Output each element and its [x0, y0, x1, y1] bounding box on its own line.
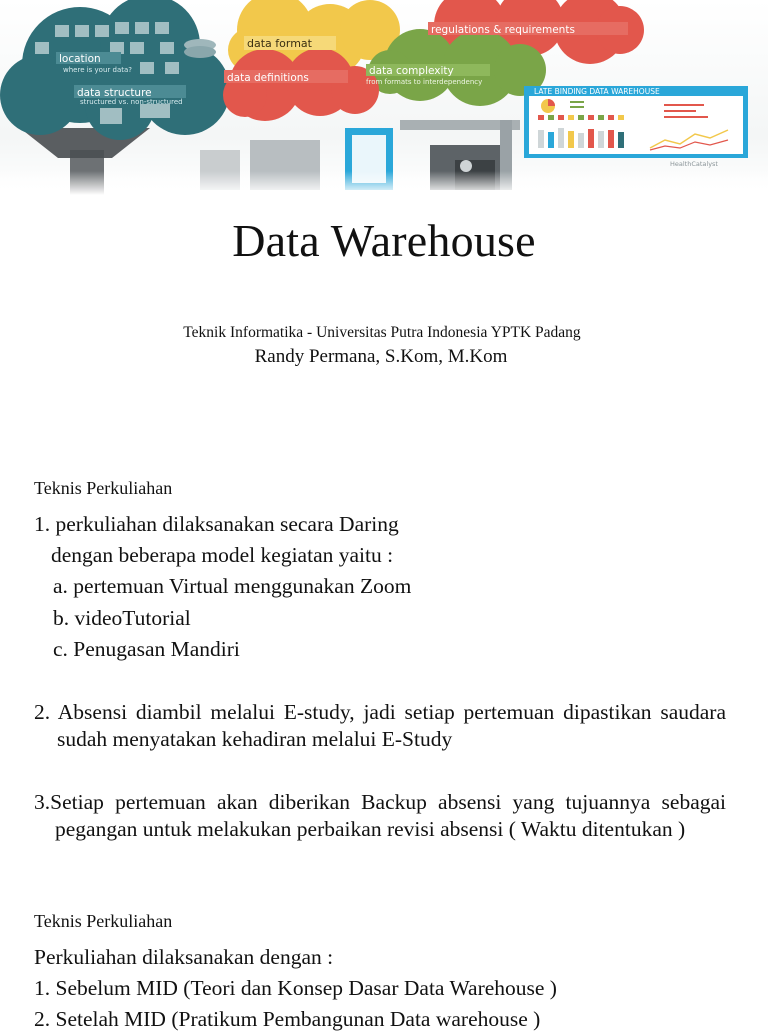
sub-item-b: b. videoTutorial [53, 606, 191, 630]
dashboard-title: LATE BINDING DATA WAREHOUSE [534, 87, 660, 96]
label-regulations: regulations & requirements [431, 24, 575, 36]
label-data-complexity-sub: from formats to interdependency [366, 78, 483, 86]
institution-subtitle: Teknik Informatika - Universitas Putra Indonesia YPTK Padang [183, 324, 581, 341]
data-cloud-illustration [0, 0, 768, 195]
sub-item-a: a. pertemuan Virtual menggunakan Zoom [53, 574, 412, 598]
label-location: location [59, 53, 101, 65]
section-heading-2: Teknis Perkuliahan [34, 911, 173, 931]
section-2-intro: Perkuliahan dilaksanakan dengan : [34, 945, 334, 969]
label-location-sub: where is your data? [63, 66, 132, 74]
list-item-3-line-2: pegangan untuk melakukan perbaikan revisi absensi ( Waktu ditentukan ) [55, 817, 686, 841]
dashboard-panel [524, 86, 748, 168]
section-heading: Teknis Perkuliahan [34, 478, 173, 498]
section-2-item-1: 1. Sebelum MID (Teori dan Konsep Dasar Data Warehouse ) [34, 976, 557, 1000]
list-item-1-line-1: 1. perkuliahan dilaksanakan secara Daring [34, 512, 399, 536]
label-data-structure-sub: structured vs. non-structured [80, 98, 183, 106]
list-item-2-line-1: 2. Absensi diambil melalui E-study, jadi setiap pertemuan dipastikan saudara [34, 700, 726, 724]
page-title: Data Warehouse [232, 215, 536, 266]
list-item-1-line-2: dengan beberapa model kegiatan yaitu : [51, 543, 394, 567]
sub-item-c: c. Penugasan Mandiri [53, 637, 240, 661]
label-data-definitions: data definitions [227, 72, 309, 84]
label-data-format: data format [247, 37, 312, 50]
author-name: Randy Permana, S.Kom, M.Kom [254, 346, 508, 367]
dashboard-brand: HealthCatalyst [670, 160, 718, 168]
banner-fade [0, 171, 768, 195]
label-data-structure: data structure [77, 87, 152, 99]
label-data-complexity: data complexity [369, 65, 454, 77]
header-illustration [0, 0, 768, 195]
list-item-3-line-1: 3.Setiap pertemuan akan diberikan Backup absensi yang tujuannya sebagai [34, 790, 726, 814]
list-item-2-line-2: sudah menyatakan kehadiran melalui E-Study [57, 727, 453, 751]
section-2-item-2: 2. Setelah MID (Pratikum Pembangunan Data warehouse ) [34, 1007, 541, 1031]
